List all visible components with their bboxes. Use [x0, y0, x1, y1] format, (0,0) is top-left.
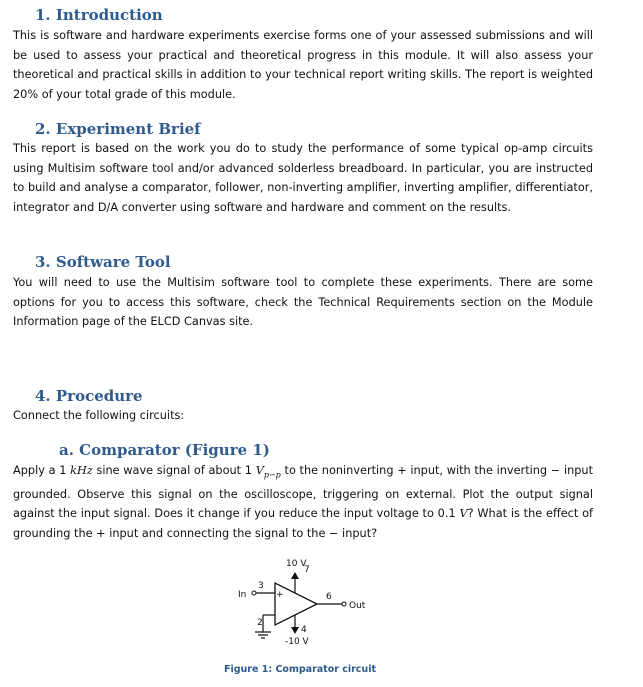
procedure-heading: 4. Procedure: [35, 387, 143, 405]
comparator-paragraph: [13, 461, 593, 544]
software-tool-heading: 3. Software Tool: [35, 253, 171, 271]
intro-paragraph: This is software and hardware experiments exercise forms one of your assessed submissions and will be used to assess your practical and theoretical progress in this module. It will also assess your theoretical and practical skills in addition to your technical report writing skills. The report is weighted 20% of your total grade of this module.: [13, 29, 593, 101]
comparator-text-2: sine wave signal of about 1: [92, 464, 256, 477]
procedure-paragraph: Connect the following circuits:: [13, 409, 185, 422]
volt-unit: V: [459, 507, 468, 521]
vpp-symbol: V: [255, 464, 264, 477]
vpos-arrow: [291, 572, 299, 579]
figure-caption: Figure 1: Comparator circuit: [224, 664, 376, 675]
pin-4-label: 4: [301, 625, 307, 635]
pin-2-label: 2: [257, 618, 263, 628]
vpp-subscript: p−p: [263, 470, 281, 480]
software-tool-paragraph: You will need to use the Multisim software tool to complete these experiments. There are some options for you to access this software, check the Technical Requirements section on the Module Information page of the ELCD Canvas site.: [13, 276, 593, 329]
experiment-brief-heading: 2. Experiment Brief: [35, 120, 201, 138]
khz-unit: kHz: [70, 464, 93, 477]
experiment-brief-paragraph: This report is based on the work you do to study the performance of some typical op-amp circuits using Multisim software tool and/or advanced solderless breadboard. In particular, you are instructed to build and analyse a comparator, follower, non-inverting amplifier, inverting amplifier, differentiator, integrator and D/A converter using software and hardware and comment on the results.: [13, 142, 593, 214]
plus-sign: +: [276, 590, 284, 600]
out-label: Out: [349, 601, 366, 611]
pin-6-label: 6: [326, 592, 332, 602]
comparator-text-3: to the noninverting + input, with the inverting − input grounded. Observe this signal on the oscilloscope, triggering on external. Plot the output signal against the input signal. Does it change if you reduce the input voltage to 0.1: [13, 464, 594, 521]
supply-neg-label: -10 V: [285, 637, 309, 647]
supply-pos-label: 10 V: [286, 559, 307, 569]
comparator-circuit-figure: [225, 553, 385, 653]
comparator-text-1: Apply a 1: [13, 464, 71, 477]
pin-3-label: 3: [258, 581, 264, 591]
comparator-text-4: ? What is the effect of grounding the + input and connecting the signal to the − input?: [13, 507, 593, 541]
output-terminal: [342, 602, 346, 606]
pin-7-label: 7: [304, 565, 310, 575]
comparator-heading: a. Comparator (Figure 1): [59, 441, 270, 459]
input-terminal: [252, 591, 256, 595]
vneg-arrow: [291, 627, 299, 634]
in-label: In: [238, 590, 247, 600]
intro-heading: 1. Introduction: [35, 6, 163, 24]
